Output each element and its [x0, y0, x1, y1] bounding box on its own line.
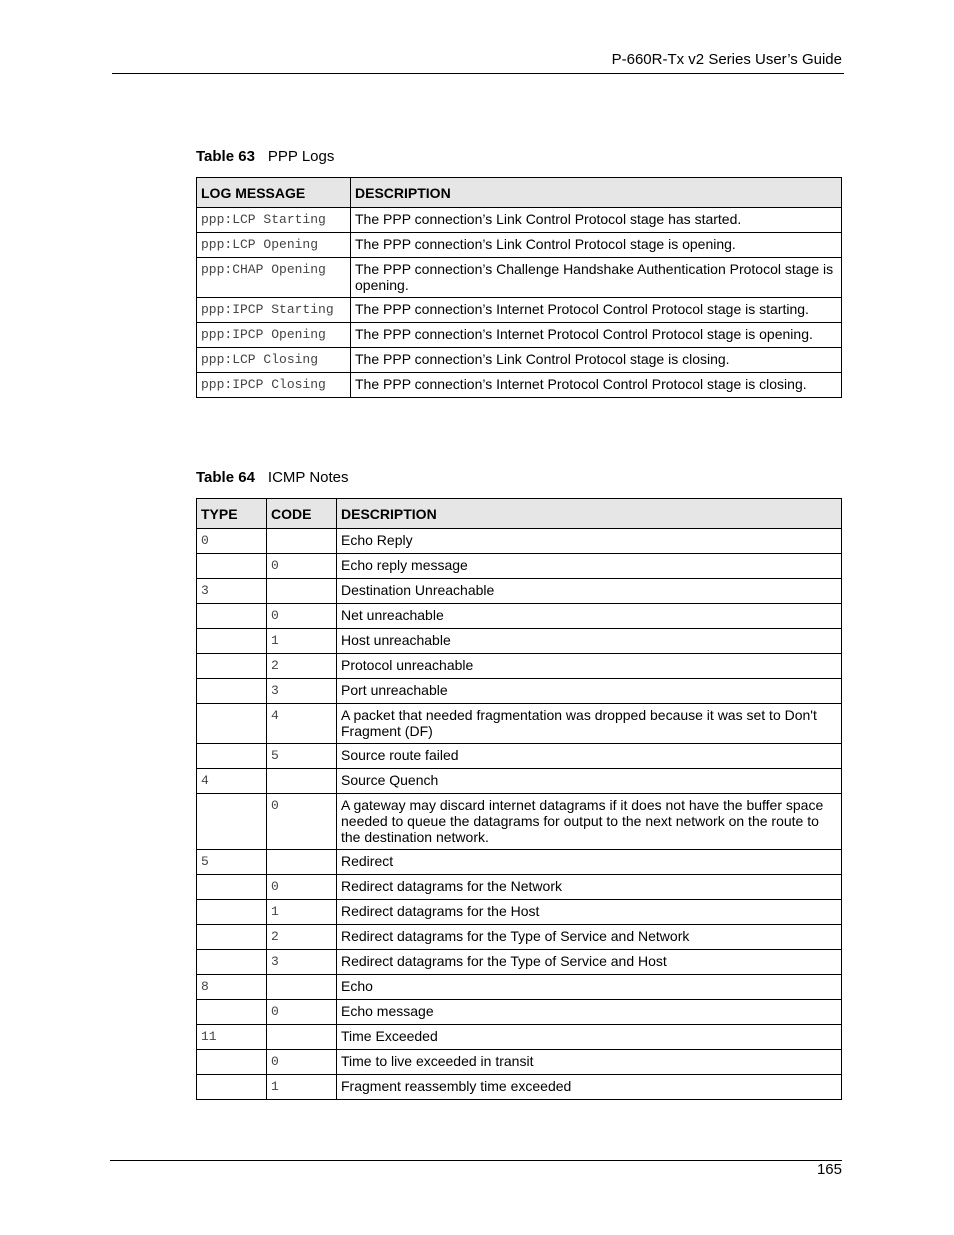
- code-cell: 0: [267, 1050, 337, 1075]
- description-cell: Net unreachable: [337, 604, 842, 629]
- table-row: [197, 679, 842, 704]
- table-row: [197, 233, 842, 258]
- description-cell: The PPP connection’s Internet Protocol Control Protocol stage is opening.: [351, 323, 842, 348]
- type-cell: [197, 704, 267, 744]
- type-cell: [197, 875, 267, 900]
- table-row: [197, 975, 842, 1000]
- table-63-number: Table 63: [196, 148, 255, 165]
- description-cell: The PPP connection’s Internet Protocol Control Protocol stage is closing.: [351, 373, 842, 398]
- table-row: [197, 1050, 842, 1075]
- description-cell: Echo: [337, 975, 842, 1000]
- type-cell: [197, 925, 267, 950]
- description-cell: Time to live exceeded in transit: [337, 1050, 842, 1075]
- table-row: [197, 1000, 842, 1025]
- type-cell: 0: [197, 529, 267, 554]
- column-header-description: DESCRIPTION: [351, 178, 842, 208]
- description-cell: Source route failed: [337, 744, 842, 769]
- description-cell: Redirect datagrams for the Network: [337, 875, 842, 900]
- code-cell: 3: [267, 679, 337, 704]
- description-cell: Source Quench: [337, 769, 842, 794]
- type-cell: [197, 554, 267, 579]
- table-header-row: [197, 178, 842, 208]
- type-cell: 3: [197, 579, 267, 604]
- code-cell: 0: [267, 1000, 337, 1025]
- type-cell: [197, 744, 267, 769]
- code-cell: 0: [267, 604, 337, 629]
- code-cell: [267, 769, 337, 794]
- log-message-cell: ppp:IPCP Closing: [197, 373, 351, 398]
- table-63-caption: [196, 148, 334, 165]
- description-cell: A gateway may discard internet datagrams if it does not have the buffer space needed to queue the datagrams for output to the next network on the route to the destination network.: [337, 794, 842, 850]
- description-cell: Echo message: [337, 1000, 842, 1025]
- code-cell: 0: [267, 554, 337, 579]
- code-cell: 2: [267, 925, 337, 950]
- code-cell: 0: [267, 794, 337, 850]
- log-message-cell: ppp:LCP Opening: [197, 233, 351, 258]
- description-cell: Echo Reply: [337, 529, 842, 554]
- table-row: [197, 258, 842, 298]
- header-divider: [112, 73, 844, 74]
- table-row: [197, 875, 842, 900]
- description-cell: Time Exceeded: [337, 1025, 842, 1050]
- code-cell: [267, 1025, 337, 1050]
- description-cell: A packet that needed fragmentation was dropped because it was set to Don't Fragment (DF): [337, 704, 842, 744]
- footer-divider: [110, 1160, 842, 1161]
- code-cell: [267, 850, 337, 875]
- description-cell: Protocol unreachable: [337, 654, 842, 679]
- description-cell: Fragment reassembly time exceeded: [337, 1075, 842, 1100]
- log-message-cell: ppp:CHAP Opening: [197, 258, 351, 298]
- type-cell: [197, 604, 267, 629]
- type-cell: [197, 1075, 267, 1100]
- table-row: [197, 554, 842, 579]
- description-cell: Echo reply message: [337, 554, 842, 579]
- type-cell: [197, 629, 267, 654]
- table-row: [197, 298, 842, 323]
- table-64-number: Table 64: [196, 469, 255, 486]
- table-row: [197, 629, 842, 654]
- table-row: [197, 1025, 842, 1050]
- description-cell: The PPP connection’s Internet Protocol Control Protocol stage is starting.: [351, 298, 842, 323]
- log-message-cell: ppp:IPCP Opening: [197, 323, 351, 348]
- type-cell: [197, 1000, 267, 1025]
- description-cell: Port unreachable: [337, 679, 842, 704]
- table-header-row: [197, 499, 842, 529]
- description-cell: The PPP connection’s Link Control Protocol stage is opening.: [351, 233, 842, 258]
- type-cell: [197, 950, 267, 975]
- type-cell: [197, 654, 267, 679]
- type-cell: [197, 1050, 267, 1075]
- column-header-log-message: LOG MESSAGE: [197, 178, 351, 208]
- table-row: [197, 850, 842, 875]
- code-cell: 1: [267, 900, 337, 925]
- description-cell: Destination Unreachable: [337, 579, 842, 604]
- table-row: [197, 323, 842, 348]
- log-message-cell: ppp:IPCP Starting: [197, 298, 351, 323]
- column-header-description: DESCRIPTION: [337, 499, 842, 529]
- code-cell: [267, 975, 337, 1000]
- code-cell: [267, 529, 337, 554]
- table-row: [197, 373, 842, 398]
- description-cell: The PPP connection’s Challenge Handshake Authentication Protocol stage is opening.: [351, 258, 842, 298]
- type-cell: [197, 900, 267, 925]
- table-row: [197, 529, 842, 554]
- description-cell: Redirect datagrams for the Type of Service and Network: [337, 925, 842, 950]
- table-row: [197, 654, 842, 679]
- table-row: [197, 744, 842, 769]
- type-cell: 11: [197, 1025, 267, 1050]
- description-cell: Host unreachable: [337, 629, 842, 654]
- description-cell: Redirect datagrams for the Host: [337, 900, 842, 925]
- code-cell: 2: [267, 654, 337, 679]
- code-cell: 1: [267, 1075, 337, 1100]
- type-cell: 4: [197, 769, 267, 794]
- description-cell: The PPP connection’s Link Control Protocol stage is closing.: [351, 348, 842, 373]
- table-63-title: PPP Logs: [267, 148, 335, 165]
- table-row: [197, 900, 842, 925]
- log-message-cell: ppp:LCP Closing: [197, 348, 351, 373]
- log-message-cell: ppp:LCP Starting: [197, 208, 351, 233]
- table-row: [197, 769, 842, 794]
- column-header-type: TYPE: [197, 499, 267, 529]
- page-number: 165: [816, 1161, 842, 1178]
- type-cell: [197, 794, 267, 850]
- code-cell: [267, 579, 337, 604]
- table-row: [197, 950, 842, 975]
- document-title: P-660R-Tx v2 Series User’s Guide: [611, 51, 842, 68]
- table-64-title: ICMP Notes: [267, 469, 349, 486]
- code-cell: 5: [267, 744, 337, 769]
- ppp-logs-table: [196, 177, 842, 398]
- type-cell: [197, 679, 267, 704]
- type-cell: 8: [197, 975, 267, 1000]
- code-cell: 1: [267, 629, 337, 654]
- code-cell: 0: [267, 875, 337, 900]
- description-cell: The PPP connection’s Link Control Protocol stage has started.: [351, 208, 842, 233]
- type-cell: 5: [197, 850, 267, 875]
- table-row: [197, 208, 842, 233]
- table-64-caption: [196, 469, 349, 486]
- table-row: [197, 794, 842, 850]
- description-cell: Redirect datagrams for the Type of Service and Host: [337, 950, 842, 975]
- code-cell: 3: [267, 950, 337, 975]
- code-cell: 4: [267, 704, 337, 744]
- column-header-code: CODE: [267, 499, 337, 529]
- table-row: [197, 925, 842, 950]
- icmp-notes-table: [196, 498, 842, 1100]
- description-cell: Redirect: [337, 850, 842, 875]
- table-row: [197, 704, 842, 744]
- table-row: [197, 579, 842, 604]
- table-row: [197, 1075, 842, 1100]
- table-row: [197, 604, 842, 629]
- table-row: [197, 348, 842, 373]
